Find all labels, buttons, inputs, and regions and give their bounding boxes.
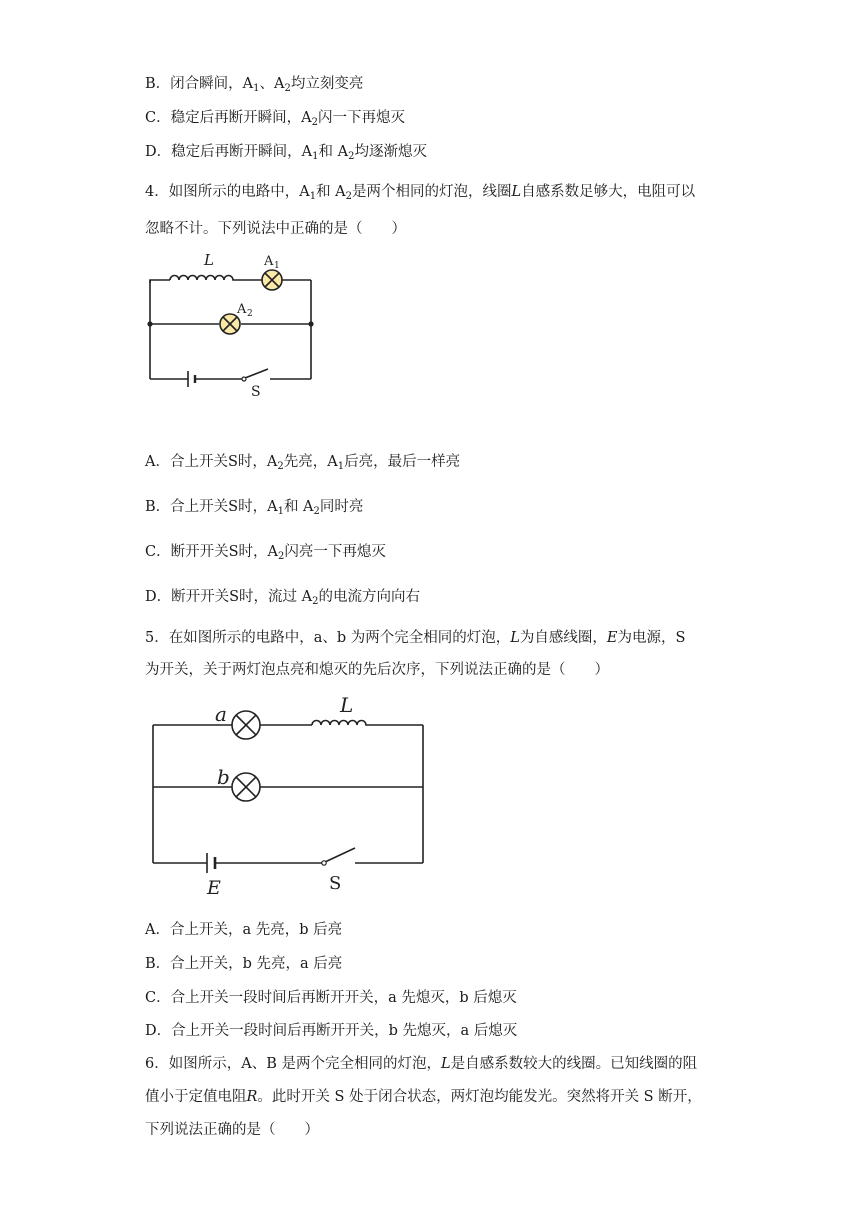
q5-label-b: b — [217, 765, 230, 789]
q3-option-c: C．稳定后再断开瞬间，$A_2$闪一下再熄灭 — [145, 110, 405, 128]
q4-label-L: L — [204, 251, 214, 269]
q4-stem-line1: 4．如图所示的电路中，$A_1$和 $A_2$是两个相同的灯泡，线圈L自感系数足够大，电阻可以 — [145, 184, 696, 202]
q4-option-d: D．断开开关S时，流过 $A_2$的电流方向向右 — [145, 589, 421, 607]
q6-stem-line1: 6．如图所示，A、B 是两个完全相同的灯泡，L是自感系数较大的线圈。已知线圈的阻 — [145, 1056, 698, 1072]
q5-label-a: a — [215, 702, 227, 726]
q4-option-c: C．断开开关S时，$A_2$闪亮一下再熄灭 — [145, 544, 386, 562]
q3-option-d: D．稳定后再断开瞬间，$A_1$和 $A_2$均逐渐熄灭 — [145, 144, 427, 162]
q4-circuit-figure — [140, 245, 330, 405]
q5-stem-line1: 5．在如图所示的电路中，a、b 为两个完全相同的灯泡，L为自感线圈，E为电源，S — [145, 630, 686, 646]
q4-label-S: S — [251, 384, 261, 400]
q5-label-L: L — [340, 693, 354, 717]
q4-stem-line2: 忽略不计。下列说法中正确的是（ ） — [145, 221, 406, 237]
q4-label-A1: A — [264, 254, 274, 269]
q4-option-b: B．合上开关S时，$A_1$和 $A_2$同时亮 — [145, 499, 364, 517]
q5-label-E: E — [207, 877, 221, 899]
q5-circuit-figure — [145, 690, 435, 900]
q6-stem-line3: 下列说法正确的是（ ） — [145, 1122, 319, 1138]
q5-option-a: A．合上开关，a 先亮，b 后亮 — [145, 922, 343, 938]
q3-option-b: B．闭合瞬间，$A_1$、$A_2$均立刻变亮 — [145, 76, 364, 94]
svg-text:1: 1 — [274, 261, 280, 271]
q6-stem-line2: 值小于定值电阻R。此时开关 S 处于闭合状态，两灯泡均能发光。突然将开关 S 断开， — [145, 1089, 702, 1105]
q5-option-c: C．合上开关一段时间后再断开开关，a 先熄灭，b 后熄灭 — [145, 990, 517, 1006]
q5-option-d: D．合上开关一段时间后再断开开关，b 先熄灭，a 后熄灭 — [145, 1023, 518, 1039]
q5-stem-line2: 为开关，关于两灯泡点亮和熄灭的先后次序，下列说法正确的是（ ） — [145, 662, 609, 678]
q5-label-S: S — [329, 873, 342, 894]
q5-option-b: B．合上开关，b 先亮，a 后亮 — [145, 956, 343, 972]
q4-option-a: A．合上开关S时，$A_2$先亮，$A_1$后亮，最后一样亮 — [145, 454, 461, 472]
svg-text:2: 2 — [247, 309, 253, 319]
q4-label-A2: A — [237, 302, 247, 317]
